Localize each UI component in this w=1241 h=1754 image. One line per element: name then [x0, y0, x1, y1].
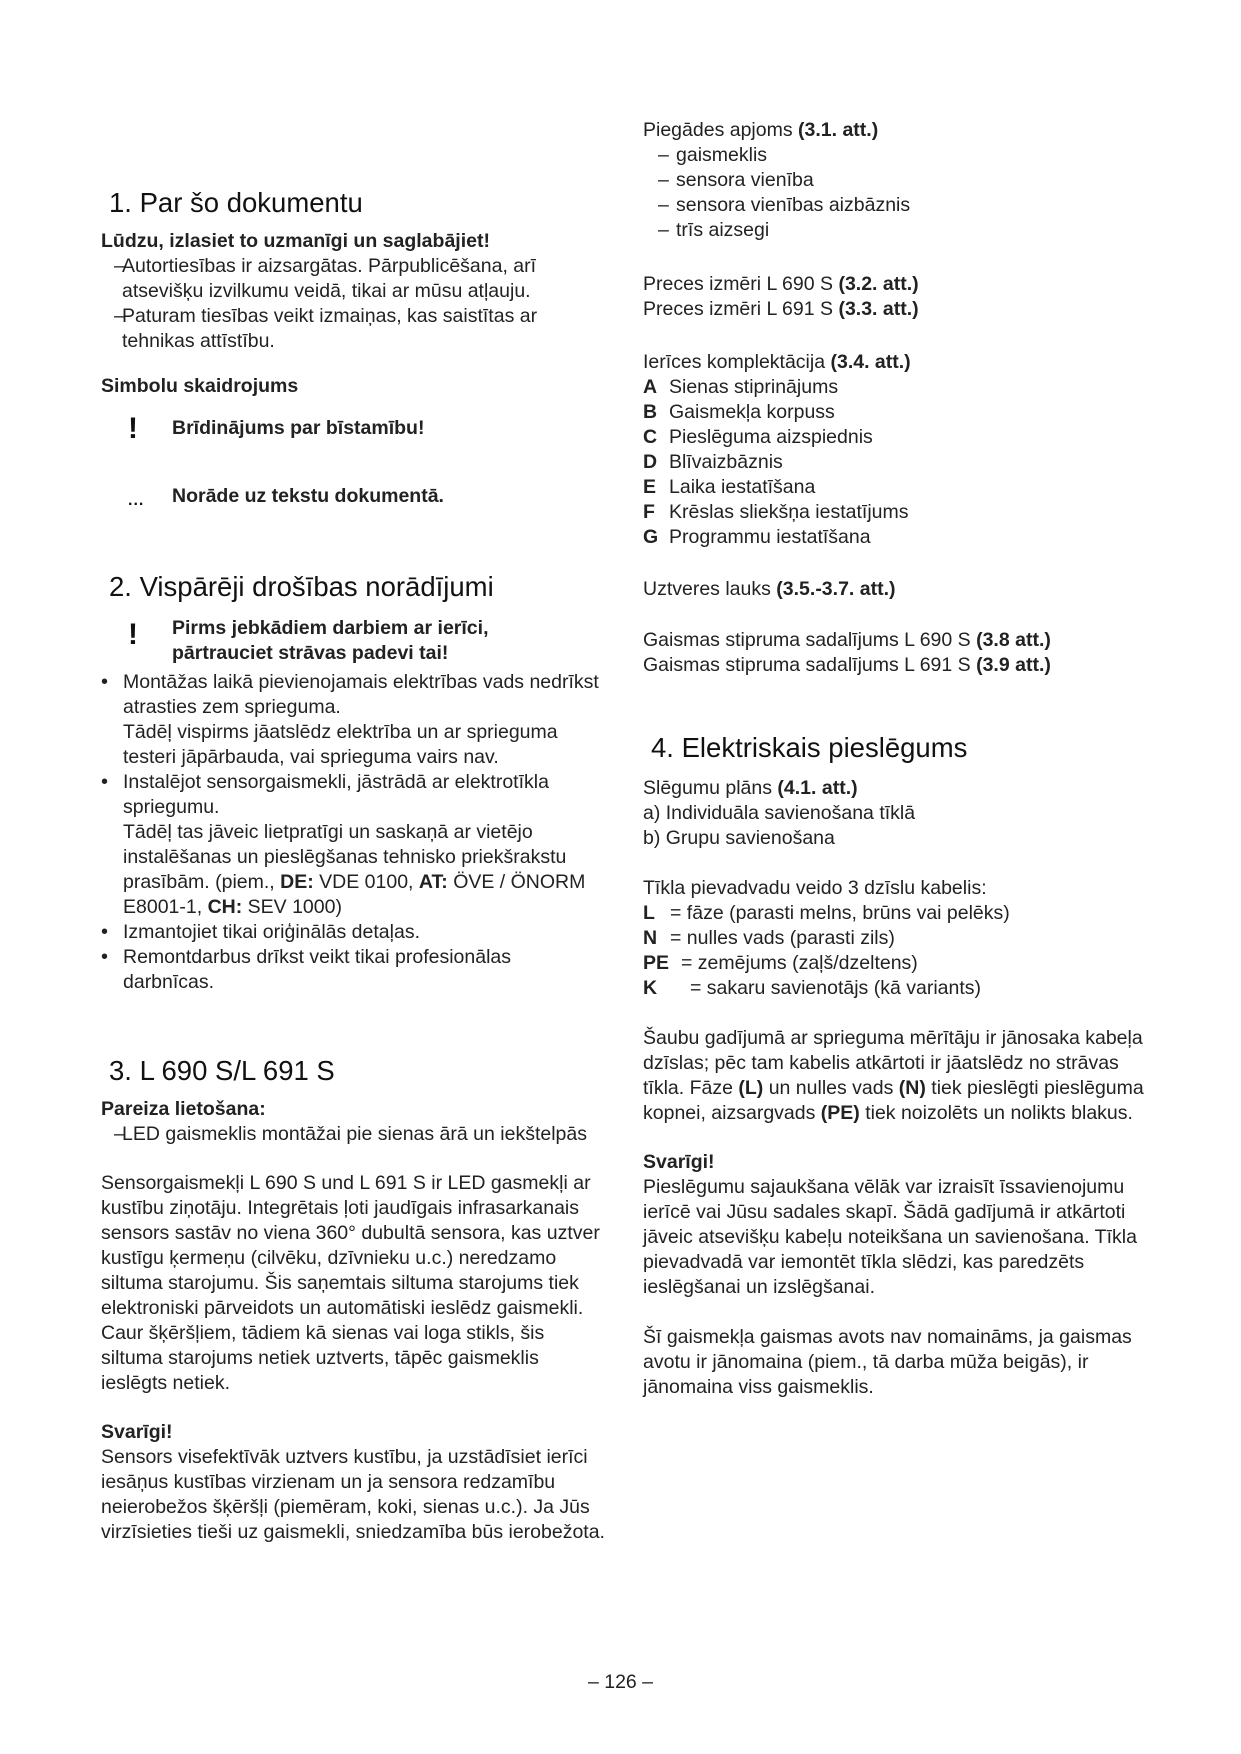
lux-1-ref: (3.8 att.) [976, 629, 1051, 651]
lux-2-label: Gaismas stipruma sadalījums L 691 S [643, 654, 977, 676]
section-4-title: 4. Elektriskais pieslēgums [651, 732, 968, 763]
list-item: • Remontdarbus drīkst veikt tikai profesionālas darbnīcas. [101, 945, 606, 995]
equip-item: G Programmu iestatīšana [643, 526, 871, 548]
dim-1-ref: (3.2. att.) [838, 273, 919, 295]
cable-row: N = nulles vads (parasti zils) [643, 927, 895, 949]
scope-list [643, 143, 1148, 243]
plan-a: a) Individuāla savienošana tīklā [643, 802, 916, 824]
bullet-1-part-a: Montāžas laikā pievienojamais elektrības vads nedrīkst atrasties zem sprieguma. [123, 671, 599, 718]
list-item [101, 770, 606, 920]
section-2-title: 2. Vispārēji drošības norādījumi [109, 571, 494, 602]
list-item: – gaismeklis [643, 143, 1148, 168]
sensor-description: Sensorgaismekļi L 690 S und L 691 S ir LED gasmekļi ar kustību ziņotāju. Integrētais ļoti jaudīgais infrasarkanais sensors sastāv no viena 360° dubultā sensora, kas uztver kustīgu ķermeņu (cilvēku, dzīvnieku u.c.) neredzamo siltuma starojumu. Šis saņemtais siltuma starojums tiek elektroniski pārveidots un automātiski ieslēdz gaismekli. Caur šķēršļiem, tādiem kā sienas vai loga stikls, šis siltuma starojums netiek uztverts, tāpēc gaismeklis ieslēgts netiek. [101, 1172, 600, 1394]
equipment [643, 350, 1148, 550]
equip-item: D Blīvaizbāznis [643, 451, 783, 473]
section-1-title: 1. Par šo dokumentu [109, 187, 363, 218]
equip-ref: (3.4. att.) [830, 351, 911, 373]
section-product [101, 1054, 606, 1545]
country-ch: CH: [207, 896, 243, 918]
intended-use-lead: Pareiza lietošana: [101, 1098, 266, 1120]
cable-row: PE = zemējums (zaļš/dzeltens) [643, 952, 918, 974]
warning-symbol-text: Brīdinājums par bīstamību! [172, 417, 425, 439]
warning-symbol-row [101, 412, 606, 445]
field-label: Uztveres lauks [643, 578, 777, 600]
list-item: – sensora vienības aizbāznis [643, 193, 1148, 218]
list-item [101, 670, 606, 770]
section-safety [101, 570, 606, 995]
important-text: Sensors visefektīvāk uztvers kustību, ja uzstādīsiet ierīci iesāņus kustības virzienam un ja sensora redzamību neierobežos šķēršļi (piemēram, koki, sienas u.c.). Ja Jūs virzīsieties tieši uz gaismekli, sniedzamība būs ierobežota. [101, 1446, 605, 1543]
list-item: – LED gaismeklis montāžai pie sienas ārā un iekštelpās [101, 1122, 606, 1147]
reference-symbol-text: Norāde uz tekstu dokumentā. [172, 485, 444, 507]
list-item: – sensora vienība [643, 168, 1148, 193]
light-source-note: Šī gaismekļa gaismas avots nav nomaināms, ja gaismas avotu ir jānomaina (piem., tā darba mūža beigās), ir jānomaina viss gaismeklis. [643, 1326, 1132, 1398]
warning-line-1: Pirms jebkādiem darbiem ar ierīci, [172, 617, 489, 639]
cable-intro: Tīkla pievadvadu veido 3 dzīslu kabelis: [643, 877, 987, 899]
cable-row: K = sakaru savienotājs (kā variants) [643, 977, 982, 999]
scope-label: Piegādes apjoms [643, 119, 799, 141]
section-electrical [643, 731, 1148, 1400]
important-text: Pieslēgumu sajaukšana vēlāk var izraisīt īssavienojumu ierīcē vai Jūsu sadales skapī. Šādā gadījumā ir atkārtoti jāveic atsevišķu kabeļu noteikšana un savienošana. Tīkla pievadvadā var iemontēt tīkla slēdzi, kas paredzēts ieslēgšanai un izslēgšanai. [643, 1176, 1137, 1298]
equip-item: F Krēslas sliekšņa iestatījums [643, 501, 909, 523]
scope-ref: (3.1. att.) [798, 119, 879, 141]
dim-2-ref: (3.3. att.) [838, 298, 919, 320]
lux-1-label: Gaismas stipruma sadalījums L 690 S [643, 629, 977, 651]
list-item: • Izmantojiet tikai oriģinālās detaļas. [101, 920, 606, 945]
equip-item: B Gaismekļa korpuss [643, 401, 835, 423]
light-distribution [643, 628, 1148, 678]
important-heading: Svarīgi! [101, 1421, 173, 1443]
standard-at: ÖVE / ÖNORM E8001-1, [123, 871, 586, 918]
dim-1-label: Preces izmēri L 690 S [643, 273, 839, 295]
lux-2-ref: (3.9 att.) [976, 654, 1051, 676]
standard-de: VDE 0100, [313, 871, 419, 893]
plan-label: Slēgumu plāns [643, 777, 778, 799]
section-about-document [101, 186, 606, 509]
warning-line-2: pārtrauciet strāvas padevi tai! [172, 642, 449, 664]
page-number: – 126 – [587, 1671, 654, 1693]
standard-ch: SEV 1000) [242, 896, 342, 918]
bullet-2-part-b: Tādēļ tas jāveic lietpratīgi un saskaņā ar vietējo instalēšanas un pieslēgšanas tehnisko priekšrakstu prasībām. (piem., [123, 821, 567, 893]
dimensions [643, 272, 1148, 322]
doubt-paragraph: Šaubu gadījumā ar sprieguma mērītāju ir jānosaka kabeļa dzīslas; pēc tam kabelis atkārtoti ir jāatslēdz no strāvas tīkla. Fāze (L) un nulles vads (N) tiek pieslēgti pieslēguma kopnei, aizsargvads (PE) tiek noizolēts un nolikts blakus. [643, 1027, 1144, 1124]
reference-symbol-row [101, 484, 606, 509]
section-1-list [101, 254, 606, 354]
important-heading: Svarīgi! [643, 1151, 715, 1173]
section-1-lead: Lūdzu, izlasiet to uzmanīgi un saglabājiet! [101, 230, 490, 252]
country-de: DE: [280, 871, 314, 893]
safety-warning [101, 616, 606, 666]
exclamation-icon: ! [128, 412, 138, 445]
dim-2-label: Preces izmēri L 691 S [643, 298, 839, 320]
detection-field [643, 577, 1148, 602]
equip-item: E Laika iestatīšana [643, 476, 816, 498]
exclamation-icon: ! [128, 618, 138, 651]
list-item: – trīs aizsegi [643, 218, 1148, 243]
ellipsis-icon: ... [128, 492, 145, 509]
plan-b: b) Grupu savienošana [643, 827, 835, 849]
cable-row: L = fāze (parasti melns, brūns vai pelēks) [643, 902, 1010, 924]
equip-item: C Pieslēguma aizspiednis [643, 426, 873, 448]
bullet-2-part-a: Instalējot sensorgaismekli, jāstrādā ar elektrotīkla spriegumu. [123, 771, 549, 818]
safety-list [101, 670, 606, 995]
country-at: AT: [418, 871, 448, 893]
intended-use-list [101, 1122, 606, 1147]
scope-of-delivery [643, 118, 1148, 243]
bullet-1-part-b: Tādēļ vispirms jāatslēdz elektrība un ar sprieguma testeri jāpārbauda, vai sprieguma vairs nav. [123, 721, 558, 768]
list-item: – Paturam tiesības veikt izmaiņas, kas saistītas ar tehnikas attīstību. [101, 304, 606, 354]
list-item: – Autortiesības ir aizsargātas. Pārpublicēšana, arī atsevišķu izvilkumu veidā, tikai ar mūsu atļauju. [101, 254, 606, 304]
plan-ref: (4.1. att.) [777, 777, 858, 799]
equip-item: A Sienas stiprinājums [643, 376, 839, 398]
section-3-title: 3. L 690 S/L 691 S [109, 1055, 335, 1086]
equip-label: Ierīces komplektācija [643, 351, 831, 373]
symbols-title: Simbolu skaidrojums [101, 375, 299, 397]
field-ref: (3.5.-3.7. att.) [776, 578, 896, 600]
